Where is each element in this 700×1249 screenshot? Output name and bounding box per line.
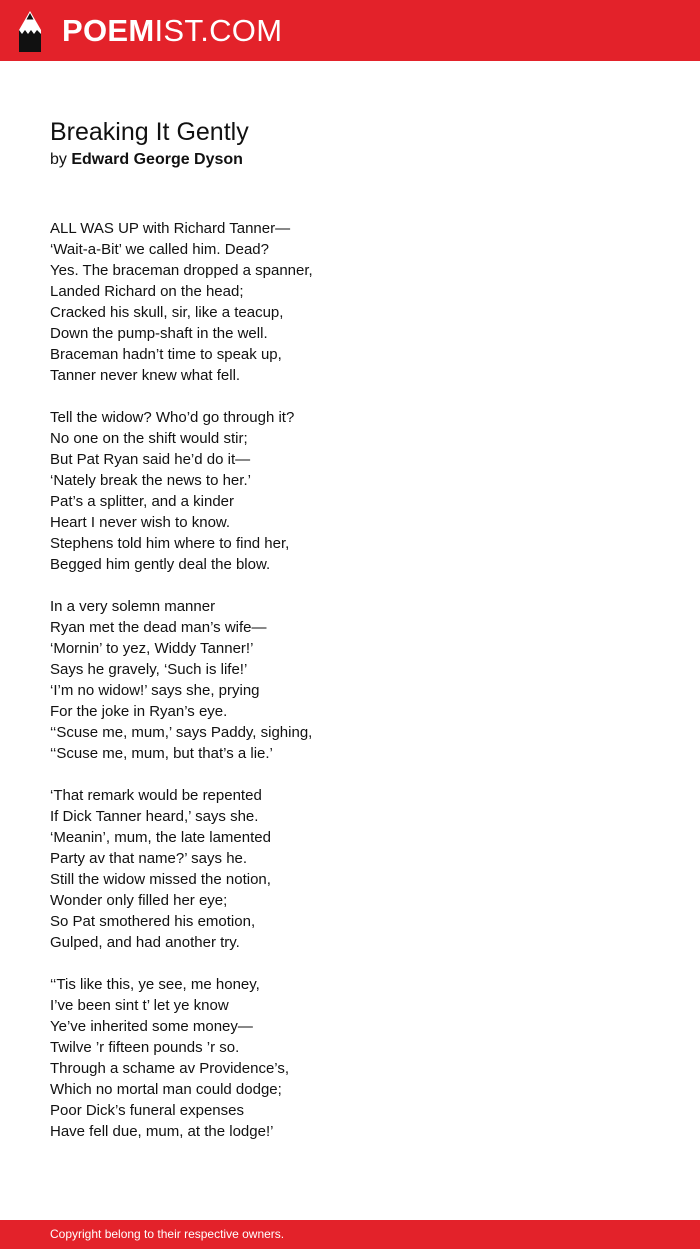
poem-line: ALL WAS UP with Richard Tanner— — [50, 220, 291, 237]
poem-line: Begged him gently deal the blow. — [50, 556, 271, 573]
poem-line: In a very solemn manner — [50, 598, 216, 615]
poem-line: Party av that name?’ says he. — [50, 850, 248, 867]
poem-line: ‘‘Scuse me, mum, but that’s a lie.’ — [50, 745, 273, 762]
poem-line: ‘I’m no widow!’ says she, prying — [50, 682, 260, 699]
poem-line: Wonder only filled her eye; — [50, 892, 228, 909]
site-footer — [0, 1220, 700, 1249]
poem-line: Heart I never wish to know. — [50, 514, 231, 531]
poem-line: ‘‘Tis like this, ye see, me honey, — [50, 976, 260, 993]
poem-line: I’ve been sint t’ let ye know — [50, 997, 229, 1014]
stanza — [50, 407, 650, 575]
poem-line: ‘That remark would be repented — [50, 787, 262, 804]
site-logo-link[interactable] — [62, 13, 282, 49]
poem-line: Have fell due, mum, at the lodge!’ — [50, 1123, 274, 1140]
logo-bold-text: POEM — [62, 13, 155, 48]
poem-line: No one on the shift would stir; — [50, 430, 248, 447]
poem-line: Tell the widow? Who’d go through it? — [50, 409, 295, 426]
poem-line: Stephens told him where to find her, — [50, 535, 290, 552]
poem-line: Down the pump-shaft in the well. — [50, 325, 268, 342]
poem-line: ‘Nately break the news to her.’ — [50, 472, 251, 489]
poem-line: Ye’ve inherited some money— — [50, 1018, 253, 1035]
poem-line: Through a schame av Providence’s, — [50, 1060, 290, 1077]
poem-line: ‘‘Scuse me, mum,’ says Paddy, sighing, — [50, 724, 313, 741]
poem-line: Says he gravely, ‘Such is life!’ — [50, 661, 248, 678]
poem-line: Cracked his skull, sir, like a teacup, — [50, 304, 284, 321]
poem-line: Yes. The braceman dropped a spanner, — [50, 262, 313, 279]
stanza — [50, 218, 650, 386]
poem-line: ‘Wait-a-Bit’ we called him. Dead? — [50, 241, 269, 258]
poem-line: Ryan met the dead man’s wife— — [50, 619, 267, 636]
poem-line: ‘Meanin’, mum, the late lamented — [50, 829, 271, 846]
poem-line: Gulped, and had another try. — [50, 934, 240, 951]
stanza — [50, 596, 650, 764]
byline-label: by — [50, 151, 67, 168]
poem-line: Still the widow missed the notion, — [50, 871, 271, 888]
poem-line: Which no mortal man could dodge; — [50, 1081, 282, 1098]
copyright-text: Copyright belong to their respective owners. — [50, 1227, 285, 1241]
poem-line: ‘Mornin’ to yez, Widdy Tanner!’ — [50, 640, 254, 657]
poem-line: Tanner never knew what fell. — [50, 367, 241, 384]
site-header — [0, 0, 700, 61]
poem-heading — [50, 116, 650, 171]
poem-line: Braceman hadn’t time to speak up, — [50, 346, 282, 363]
poem-title: Breaking It Gently — [50, 118, 249, 146]
poem-line: But Pat Ryan said he’d do it— — [50, 451, 251, 468]
byline — [50, 149, 650, 171]
poem-line: For the joke in Ryan’s eye. — [50, 703, 228, 720]
poem-line: Poor Dick’s funeral expenses — [50, 1102, 244, 1119]
poem-line: If Dick Tanner heard,’ says she. — [50, 808, 259, 825]
poem-line: So Pat smothered his emotion, — [50, 913, 256, 930]
poem-line: Landed Richard on the head; — [50, 283, 244, 300]
poem-line: Pat’s a splitter, and a kinder — [50, 493, 234, 510]
poem-body — [50, 218, 650, 1163]
stanza — [50, 974, 650, 1142]
logo-light-text: IST.COM — [154, 13, 283, 48]
poem-author: Edward George Dyson — [71, 151, 243, 168]
poem-line: Twilve ’r fifteen pounds ’r so. — [50, 1039, 240, 1056]
stanza — [50, 785, 650, 953]
